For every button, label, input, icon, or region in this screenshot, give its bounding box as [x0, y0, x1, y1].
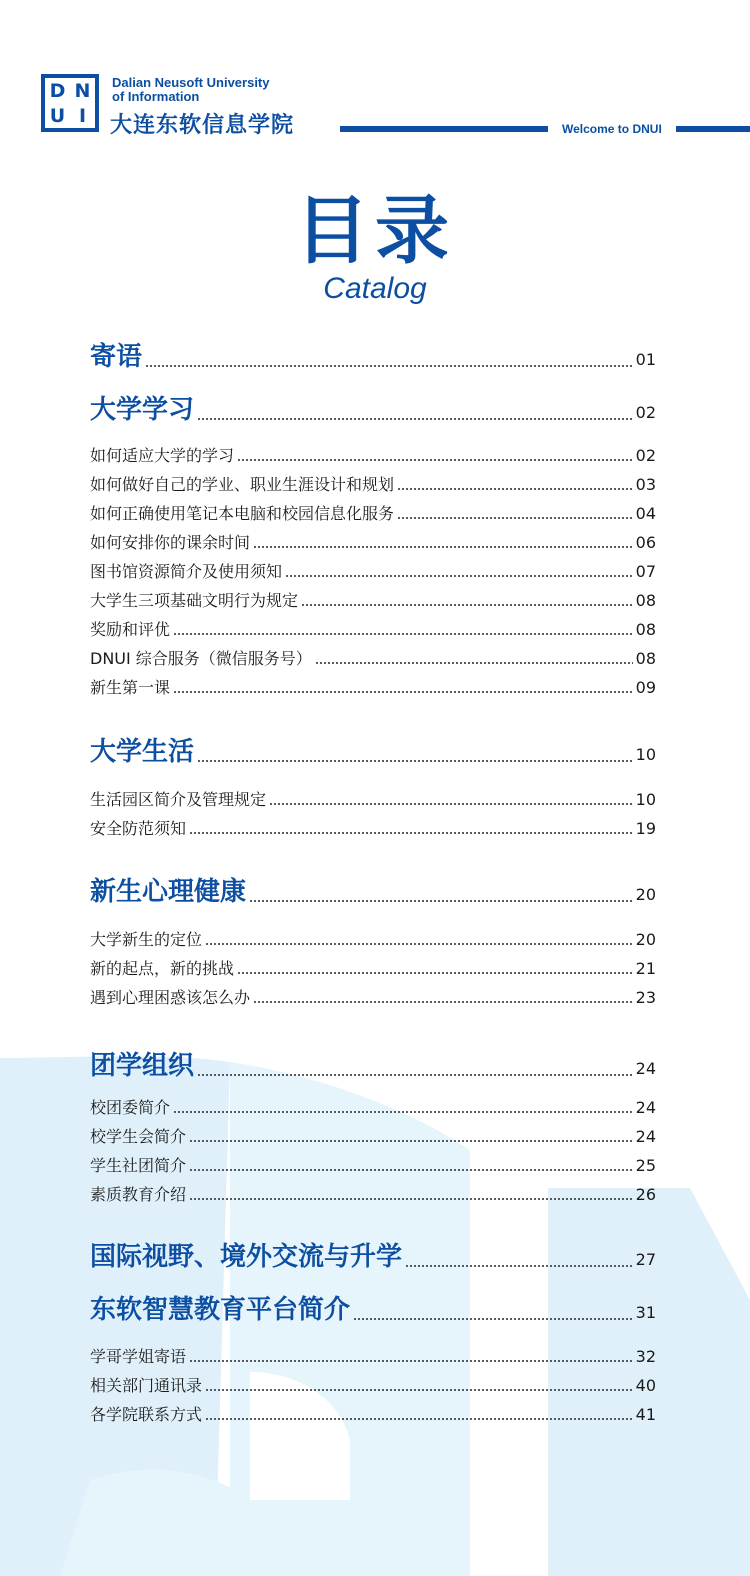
toc-entry-row[interactable]: [90, 1095, 656, 1118]
dot-leader: [285, 575, 633, 577]
toc-page-number: 25: [635, 1156, 656, 1175]
toc-label: 相关部门通讯录: [90, 1376, 203, 1395]
toc-label: 学生社团简介: [90, 1156, 187, 1175]
toc-page-number: 23: [635, 988, 656, 1007]
toc-page-number: 24: [635, 1059, 656, 1078]
toc-page-number: 08: [635, 620, 656, 639]
dot-leader: [269, 803, 633, 805]
page-title: 目录: [295, 188, 455, 274]
dot-leader: [197, 760, 633, 762]
dot-leader: [253, 546, 633, 548]
toc-page-number: 31: [635, 1303, 656, 1322]
dot-leader: [173, 691, 633, 693]
university-name-en-line2: of Information: [112, 89, 200, 104]
dot-leader: [205, 1418, 633, 1420]
toc-label: 团学组织: [90, 1051, 195, 1081]
welcome-text: Welcome to DNUI: [562, 122, 662, 136]
toc-heading-row[interactable]: [90, 871, 656, 908]
dot-leader: [197, 418, 633, 420]
toc-entry-row[interactable]: [90, 985, 656, 1008]
logo-letter: U: [49, 104, 66, 127]
toc-entry-row[interactable]: [90, 1344, 656, 1367]
toc-page-number: 20: [635, 885, 656, 904]
toc-page-number: 10: [635, 745, 656, 764]
toc-entry-row[interactable]: [90, 787, 656, 810]
page-subtitle: Catalog: [323, 272, 427, 305]
toc-page-number: 24: [635, 1127, 656, 1146]
dot-leader: [405, 1265, 633, 1267]
toc-label: DNUI 综合服务（微信服务号）: [90, 649, 312, 668]
dot-leader: [205, 943, 633, 945]
toc-entry-row[interactable]: [90, 646, 656, 669]
toc-heading-row[interactable]: [90, 1236, 656, 1273]
toc-label: 新生心理健康: [90, 877, 247, 907]
toc-page-number: 20: [635, 930, 656, 949]
toc-page-number: 41: [635, 1405, 656, 1424]
toc-page-number: 01: [635, 350, 656, 369]
dot-leader: [237, 459, 633, 461]
toc-entry-row[interactable]: [90, 1153, 656, 1176]
toc-entry-row[interactable]: [90, 956, 656, 979]
dot-leader: [173, 1111, 633, 1113]
toc-label: 如何做好自己的学业、职业生涯设计和规划: [90, 475, 395, 494]
dot-leader: [353, 1318, 633, 1320]
toc-label: 图书馆资源简介及使用须知: [90, 562, 283, 581]
dot-leader: [189, 1360, 633, 1362]
toc-entry-row[interactable]: [90, 443, 656, 466]
toc-heading-row[interactable]: [90, 1045, 656, 1082]
dot-leader: [237, 972, 633, 974]
dot-leader: [189, 1140, 633, 1142]
toc-page-number: 04: [635, 504, 656, 523]
toc-label: 国际视野、境外交流与升学: [90, 1242, 403, 1272]
toc-page-number: 07: [635, 562, 656, 581]
dot-leader: [173, 633, 633, 635]
header-divider: [340, 126, 548, 132]
dnui-logo: [41, 74, 99, 132]
dot-leader: [301, 604, 633, 606]
toc-page-number: 27: [635, 1250, 656, 1269]
toc-label: 新生第一课: [90, 678, 171, 697]
toc-page-number: 08: [635, 591, 656, 610]
dot-leader: [145, 365, 633, 367]
toc-label: 奖励和评优: [90, 620, 171, 639]
toc-label: 素质教育介绍: [90, 1185, 187, 1204]
toc-label: 寄语: [90, 342, 143, 372]
toc-entry-row[interactable]: [90, 675, 656, 698]
toc-page-number: 03: [635, 475, 656, 494]
toc-label: 安全防范须知: [90, 819, 187, 838]
toc-page-number: 09: [635, 678, 656, 697]
toc-label: 大学生三项基础文明行为规定: [90, 591, 299, 610]
toc-page-number: 26: [635, 1185, 656, 1204]
toc-label: 如何正确使用笔记本电脑和校园信息化服务: [90, 504, 395, 523]
dot-leader: [249, 900, 633, 902]
toc-entry-row[interactable]: [90, 1373, 656, 1396]
toc-page-number: 40: [635, 1376, 656, 1395]
toc-label: 各学院联系方式: [90, 1405, 203, 1424]
toc-heading-row[interactable]: [90, 389, 656, 426]
toc-label: 生活园区简介及管理规定: [90, 790, 267, 809]
toc-entry-row[interactable]: [90, 617, 656, 640]
toc-entry-row[interactable]: [90, 501, 656, 524]
toc-page-number: 24: [635, 1098, 656, 1117]
toc-label: 大学生活: [90, 737, 195, 767]
header: [0, 0, 750, 150]
toc-entry-row[interactable]: [90, 559, 656, 582]
logo-letter: I: [78, 104, 87, 127]
toc-entry-row[interactable]: [90, 1402, 656, 1425]
toc-page-number: 10: [635, 790, 656, 809]
toc-entry-row[interactable]: [90, 927, 656, 950]
dot-leader: [253, 1001, 633, 1003]
toc-heading-row[interactable]: [90, 336, 656, 373]
dot-leader: [189, 832, 633, 834]
toc-page-number: 32: [635, 1347, 656, 1366]
toc-label: 校学生会简介: [90, 1127, 187, 1146]
toc-label: 大学新生的定位: [90, 930, 203, 949]
toc-label: 如何适应大学的学习: [90, 446, 235, 465]
toc-heading-row[interactable]: [90, 731, 656, 768]
toc-page-number: 21: [635, 959, 656, 978]
toc-label: 校团委简介: [90, 1098, 171, 1117]
toc-page-number: 06: [635, 533, 656, 552]
dot-leader: [189, 1198, 633, 1200]
dot-leader: [397, 488, 633, 490]
dot-leader: [197, 1074, 633, 1076]
toc-entry-row[interactable]: [90, 530, 656, 553]
dot-leader: [189, 1169, 633, 1171]
university-name-cn: 大连东软信息学院: [110, 113, 295, 138]
university-name-en-line1: Dalian Neusoft University: [112, 75, 270, 90]
toc-entry-row[interactable]: [90, 588, 656, 611]
dot-leader: [315, 662, 633, 664]
logo-letter: D: [49, 79, 66, 102]
toc-label: 遇到心理困惑该怎么办: [90, 988, 251, 1007]
toc-page-number: 02: [635, 403, 656, 422]
toc-label: 东软智慧教育平台简介: [90, 1295, 351, 1325]
toc-page-number: 19: [635, 819, 656, 838]
toc-heading-row[interactable]: [90, 1289, 656, 1326]
toc-label: 学哥学姐寄语: [90, 1347, 187, 1366]
toc-page-number: 08: [635, 649, 656, 668]
dot-leader: [397, 517, 633, 519]
toc-entry-row[interactable]: [90, 1124, 656, 1147]
toc-entry-row[interactable]: [90, 1182, 656, 1205]
dot-leader: [205, 1389, 633, 1391]
toc-page-number: 02: [635, 446, 656, 465]
logo-letter: N: [74, 79, 91, 102]
toc-entry-row[interactable]: [90, 472, 656, 495]
toc-label: 如何安排你的课余时间: [90, 533, 251, 552]
toc-label: 大学学习: [90, 395, 195, 425]
header-divider: [676, 126, 750, 132]
toc-entry-row[interactable]: [90, 816, 656, 839]
toc-label: 新的起点，新的挑战: [90, 959, 235, 978]
